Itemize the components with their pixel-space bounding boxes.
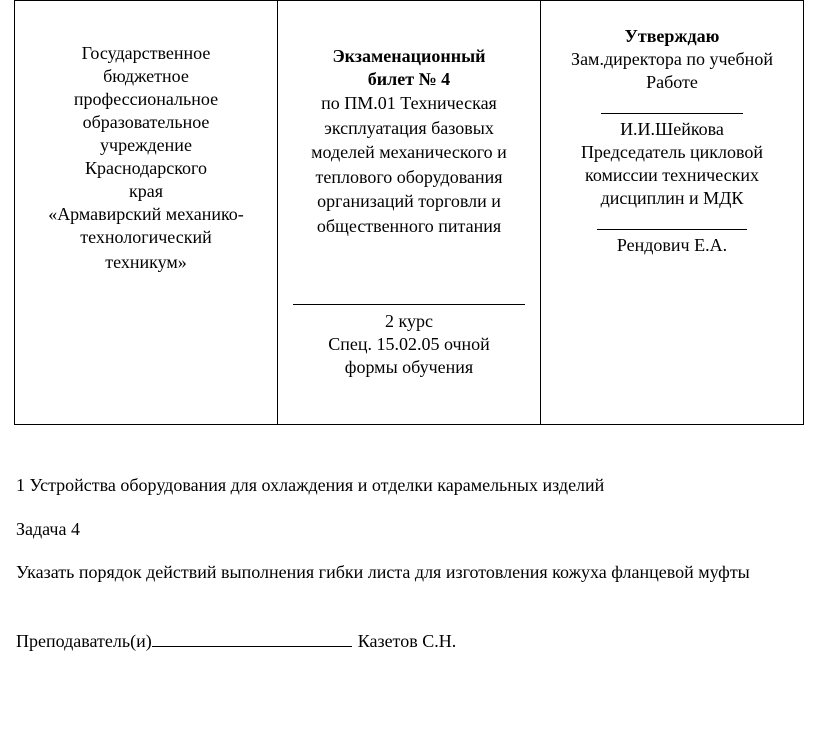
institution-line: края bbox=[128, 181, 163, 201]
specialty: Спец. 15.02.05 очной bbox=[328, 334, 490, 354]
subject-line: организаций торговли и bbox=[317, 191, 501, 211]
chair-position: Председатель цикловой bbox=[580, 142, 764, 162]
deputy-name: И.И.Шейкова bbox=[620, 119, 724, 139]
teacher-signature-line bbox=[152, 630, 352, 647]
deputy-position: Работе bbox=[646, 72, 698, 92]
deputy-signature-line bbox=[601, 102, 743, 114]
teacher-label: Преподаватель(и) bbox=[16, 631, 152, 651]
chair-name: Рендович Е.А. bbox=[616, 235, 728, 255]
subject-line: теплового оборудования bbox=[315, 166, 503, 187]
subject-line: моделей механического и bbox=[311, 142, 507, 162]
chair-position: дисциплин и МДК bbox=[600, 188, 744, 208]
separator-line bbox=[293, 304, 525, 305]
approval-cell bbox=[541, 1, 804, 425]
institution-line: образовательное bbox=[82, 112, 210, 132]
subject-line: по ПМ.01 Техническая bbox=[321, 93, 497, 113]
deputy-position: Зам.директора по учебной bbox=[571, 49, 773, 69]
institution-line: Краснодарского bbox=[84, 158, 207, 178]
institution-line: профессиональное bbox=[73, 89, 219, 109]
task-label: Задача 4 bbox=[16, 519, 80, 539]
institution-line: Государственное bbox=[81, 43, 211, 63]
chair-position: комиссии технических bbox=[585, 165, 759, 185]
teacher-name: Казетов С.Н. bbox=[357, 631, 457, 651]
institution-name bbox=[15, 42, 277, 276]
subject-line: общественного питания bbox=[316, 215, 502, 236]
institution-cell bbox=[15, 1, 278, 425]
chair-signature-line bbox=[597, 218, 747, 230]
course: 2 курс bbox=[385, 311, 433, 331]
study-form: формы обучения bbox=[344, 357, 474, 377]
approval-title: Утверждаю bbox=[624, 26, 720, 46]
question-1: 1 Устройства оборудования для охлаждения и отделки карамельных изделий bbox=[16, 475, 605, 495]
course-block bbox=[278, 304, 540, 379]
task-text: Указать порядок действий выполнения гибки листа для изготовления кожуха фланцевой муфты bbox=[16, 562, 750, 582]
ticket-header-table bbox=[14, 0, 804, 425]
teacher-signature-row bbox=[16, 629, 456, 653]
institution-line: учреждение bbox=[100, 135, 192, 155]
approval-block bbox=[541, 25, 803, 257]
institution-line: бюджетное bbox=[103, 66, 189, 86]
institution-line: технологический bbox=[80, 227, 212, 247]
subject-line: эксплуатация базовых bbox=[324, 117, 494, 138]
ticket-title: Экзаменационный bbox=[332, 46, 486, 66]
institution-line: «Армавирский механико- bbox=[48, 204, 244, 224]
ticket-cell bbox=[278, 1, 541, 425]
institution-line: техникум» bbox=[105, 252, 187, 272]
ticket-title-block bbox=[278, 45, 540, 238]
ticket-number: билет № 4 bbox=[367, 69, 451, 89]
